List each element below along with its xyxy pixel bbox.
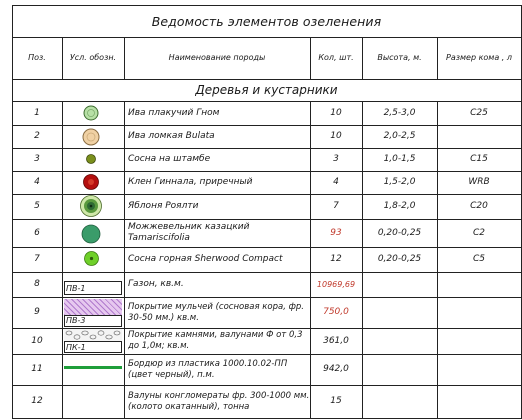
row-size: WRB: [468, 177, 490, 187]
tree-symbol-icon: [82, 128, 100, 146]
legend-tag: ПВ-1: [66, 284, 86, 293]
row-name: Ива плакучий Гном: [128, 107, 220, 118]
legend-tag: ПВ-3: [66, 316, 86, 325]
row-height: 2,0-2,5: [383, 131, 416, 141]
row-position: 1: [34, 107, 40, 118]
row-name: Сосна горная Sherwood Compact: [128, 254, 283, 264]
row-quantity: 3: [333, 154, 339, 164]
row-size: C25: [470, 107, 488, 118]
row-height: 0,20-0,25: [377, 227, 422, 238]
border-line-icon: [64, 366, 122, 369]
header-symbol: Усл. обозн.: [69, 53, 117, 62]
row-height: 0,20-0,25: [377, 254, 422, 264]
tree-symbol-icon: [83, 174, 99, 190]
row-quantity: 15: [330, 396, 342, 406]
header-position: Поз.: [28, 53, 46, 62]
row-name: Ива ломкая Bulata: [128, 131, 215, 141]
row-quantity: 10: [330, 107, 342, 118]
row-height: 1,8-2,0: [383, 201, 416, 211]
header-height: Высота, м.: [377, 53, 422, 62]
row-name: Сосна на штамбе: [128, 154, 211, 164]
shrub-symbol-icon: [81, 224, 101, 244]
row-quantity: 10969,69: [316, 280, 356, 289]
row-size: C2: [472, 227, 485, 238]
row-size: [437, 125, 521, 148]
row-size: C5: [472, 254, 485, 264]
stone-swatch-icon: [64, 329, 122, 341]
table-border-bottom: [12, 418, 522, 419]
row-name: Клен Гиннала, приречный: [128, 177, 253, 187]
row-position: 8: [34, 279, 40, 289]
col-divider: [310, 37, 311, 79]
row-name: Бордюр из пластика 1000.10.02-ПП (цвет черный), п.м.: [128, 358, 288, 380]
row-size: C20: [470, 201, 488, 211]
row-quantity: 4: [333, 177, 339, 187]
section-title: Деревья и кустарники: [195, 82, 338, 97]
row-position: 11: [31, 364, 43, 374]
row-height: 2,5-3,0: [383, 107, 416, 118]
col-divider: [62, 101, 63, 418]
row-quantity: 7: [333, 201, 339, 211]
row-height: 1,0-1,5: [383, 154, 416, 164]
row-name: Валуны конгломераты фр. 300-1000 мм. (колото окатанный), тонна: [128, 390, 310, 412]
row-position: 4: [34, 177, 40, 187]
table-title: Ведомость элементов озеленения: [151, 13, 382, 29]
row-name: Можжевельник казацкий Tamariscifolia: [128, 222, 250, 243]
tree-symbol-icon: [86, 154, 96, 164]
row-size: C15: [470, 154, 488, 164]
row-quantity: 10: [330, 131, 342, 141]
tree-symbol-icon: [80, 195, 102, 217]
col-divider: [62, 37, 63, 79]
row-name: Яблоня Роялти: [128, 201, 199, 211]
row-quantity: 93: [330, 227, 342, 238]
row-quantity: 12: [330, 254, 342, 264]
shrub-symbol-icon: [84, 251, 99, 266]
row-position: 6: [34, 227, 40, 238]
row-position: 5: [34, 201, 40, 211]
row-name: Газон, кв.м.: [128, 279, 184, 289]
row-quantity: 750,0: [323, 307, 349, 317]
row-position: 9: [34, 307, 40, 317]
row-position: 7: [34, 254, 40, 264]
header-name: Наименование породы: [168, 53, 266, 62]
row-position: 2: [34, 131, 40, 141]
legend-tag: ПК-1: [66, 343, 86, 352]
row-height: 1,5-2,0: [383, 177, 416, 187]
header-root-ball-size: Размер кома , л: [446, 53, 512, 62]
row-position: 12: [31, 396, 43, 406]
row-position: 3: [34, 154, 40, 164]
row-quantity: 361,0: [323, 335, 349, 346]
tree-symbol-icon: [83, 105, 99, 121]
row-name: Покрытие камнями, валунами Ф от 0,3 до 1,0м; кв.м.: [128, 330, 303, 351]
header-quantity: Кол, шт.: [318, 53, 354, 62]
mulch-swatch-icon: [64, 299, 122, 315]
row-name: Покрытие мульчей (сосновая кора, фр. 30-50 мм.) кв.м.: [128, 301, 304, 323]
row-quantity: 942,0: [323, 364, 349, 374]
row-position: 10: [31, 335, 43, 346]
